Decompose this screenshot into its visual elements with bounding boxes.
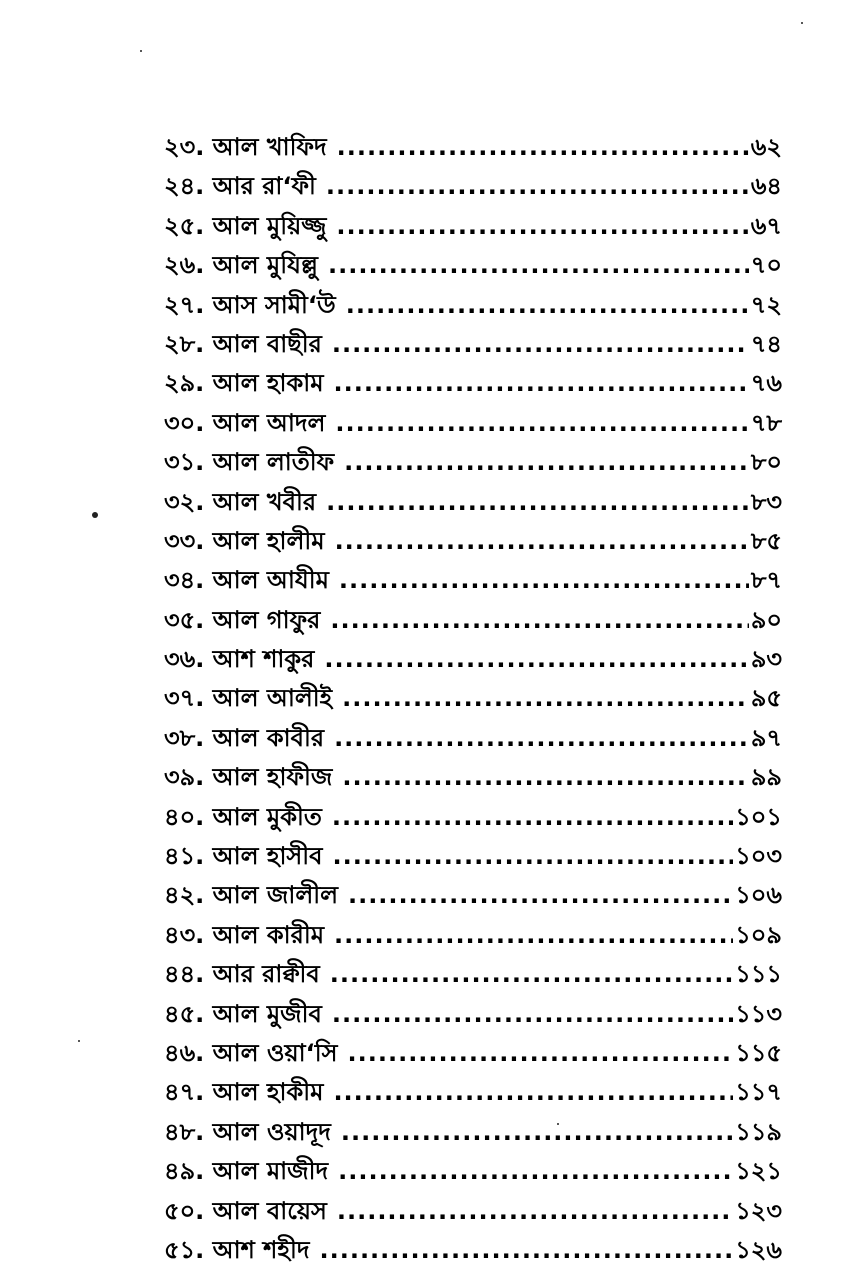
dot-leader [337,1192,733,1231]
toc-entry [164,207,782,246]
toc-entry-page-number: ৯৫ [750,684,782,713]
dot-leader [335,522,749,561]
toc-entry [164,404,782,443]
toc-entry-title: ৪৫. আল মুজীব [164,999,322,1028]
toc-entry-page-number: ৬২ [750,133,782,161]
toc-entry-page-number: ৮০ [750,448,782,477]
dot-leader [319,1231,733,1270]
toc-entry-title: ৪৭. আল হাকীম [164,1078,324,1107]
toc-entry [164,246,782,285]
toc-entry-title: ২৭. আস সামী‘উ [164,290,336,319]
toc-entry-title: ৪২. আল জালীল [164,881,338,910]
toc-entry-title: ৫১. আশ শহীদ [164,1235,310,1264]
toc-entry-title: ৩৪. আল আযীম [164,566,329,595]
toc-entry-page-number: ১১৯ [735,1117,782,1146]
toc-entry-page-number: ৭২ [750,290,782,319]
toc-entry [164,876,782,915]
toc-entry-title: ৪৪. আর রাক্বীব [164,960,320,989]
toc-entry-title: ৪১. আল হাসীব [164,842,323,871]
toc-entry-page-number: ১১৭ [735,1078,782,1107]
toc-entry [164,679,782,718]
dot-leader [333,1073,733,1112]
toc-entry-title: ৩৩. আল হালীম [164,526,325,555]
dot-leader [332,325,749,364]
dot-leader [344,443,749,482]
toc-entry-title: ৪৩. আল কারীম [164,920,325,949]
toc-entry-page-number: ১১৩ [735,999,782,1028]
toc-entry [164,1231,782,1270]
toc-entry-title: ২৯. আল হাকাম [164,369,324,398]
dot-leader [335,404,748,443]
dot-leader [342,758,749,797]
toc-entry-page-number: ৬৭ [750,211,782,240]
toc-entry [164,1192,782,1231]
toc-entry [164,1034,782,1073]
toc-entry [164,837,782,876]
toc-entry-title: ৩৮. আল কাবীর [164,723,325,752]
toc-entry [164,995,782,1034]
toc-entry [164,1152,782,1191]
toc-entry-title: ৩৯. আল হাফীজ [164,763,333,792]
toc-entry-title: ২৬. আল মুযিল্লু [164,251,319,280]
toc-entry-title: ৫০. আল বায়েস [164,1196,327,1225]
toc-entry-title: ৩৬. আশ শাকুর [164,645,315,674]
toc-entry-page-number: ৯৩ [750,645,782,674]
dot-leader [348,876,733,915]
dot-leader [334,719,749,758]
dot-leader [330,955,733,994]
toc-entry [164,364,782,403]
toc-entry-title: ২৮. আল বাছীর [164,329,322,358]
toc-entry [164,325,782,364]
toc-entry-page-number: ১২৬ [735,1235,782,1264]
toc-entry-page-number: ৯৯ [750,763,782,792]
toc-entry-page-number: ৯৭ [750,723,782,752]
dot-leader [347,1034,733,1073]
toc-entry-title: ৩১. আল লাতীফ [164,448,335,477]
dot-leader [334,916,733,955]
scan-speck [557,1123,559,1125]
scan-speck [78,1040,80,1042]
dot-leader [346,286,749,325]
toc-entry [164,1073,782,1112]
toc-entry-title: ৪৬. আল ওয়া‘সি [164,1038,338,1067]
dot-leader [341,1113,733,1152]
toc-entry-title: ২৫. আল মুয়িজ্জু [164,211,327,240]
toc-entry-page-number: ৭৬ [750,369,782,398]
dot-leader [332,995,733,1034]
toc-entry [164,640,782,679]
toc-entry-page-number: ৮৭ [750,566,782,595]
toc-entry-page-number: ৮৫ [750,526,782,555]
toc-entry-page-number: ১০৬ [735,881,782,910]
toc-entry-page-number: ৮৩ [750,487,782,516]
toc-entry [164,522,782,561]
toc-entry-title: ৪৮. আল ওয়াদূদ [164,1117,331,1146]
toc-entry-title: ৪৯. আল মাজীদ [164,1157,329,1186]
toc-entry-page-number: ১২৩ [735,1196,782,1225]
table-of-contents [164,128,782,1270]
toc-entry-title: ২৩. আল খাফিদ [164,133,327,161]
toc-entry [164,955,782,994]
dot-leader [337,128,749,167]
toc-entry-title: ৩৫. আল গাফুর [164,605,321,634]
toc-entry-page-number: ৭০ [750,251,782,280]
toc-entry-page-number: ১১৫ [735,1038,782,1067]
toc-entry [164,443,782,482]
toc-entry-page-number: ৯০ [750,605,782,634]
toc-entry [164,128,782,167]
dot-leader [333,837,734,876]
dot-leader [332,798,733,837]
dot-leader [326,483,749,522]
toc-entry-page-number: ১১১ [735,960,782,989]
dot-leader [342,679,749,718]
dot-leader [334,364,749,403]
toc-entry-page-number: ১০১ [735,802,782,831]
toc-entry-title: ৩৭. আল আলীই [164,684,333,713]
toc-entry [164,167,782,206]
toc-entry [164,483,782,522]
toc-entry-title: ৩০. আল আদল [164,408,326,437]
toc-entry-page-number: ১২১ [735,1157,782,1186]
dot-leader [328,246,749,285]
toc-entry-title: ৩২. আল খবীর [164,487,317,516]
toc-entry [164,1113,782,1152]
toc-entry [164,286,782,325]
toc-entry [164,798,782,837]
dot-leader [339,561,749,600]
dot-leader [336,207,748,246]
toc-entry-page-number: ৭৮ [750,408,782,437]
dot-leader [338,1152,733,1191]
scan-speck [92,512,98,518]
scan-speck [140,50,142,52]
toc-entry [164,758,782,797]
toc-entry-page-number: ৭৪ [750,329,782,358]
toc-entry [164,719,782,758]
toc-entry-page-number: ১০৯ [735,920,782,949]
toc-entry-page-number: ৬৪ [750,172,782,201]
toc-entry-page-number: ১০৩ [735,842,782,871]
toc-entry [164,916,782,955]
toc-entry [164,561,782,600]
dot-leader [326,167,749,206]
toc-entry [164,601,782,640]
scan-speck [801,22,803,24]
toc-entry-title: ২৪. আর রা‘ফী [164,172,316,201]
toc-entry-title: ৪০. আল মুকীত [164,802,322,831]
dot-leader [330,601,748,640]
dot-leader [324,640,748,679]
